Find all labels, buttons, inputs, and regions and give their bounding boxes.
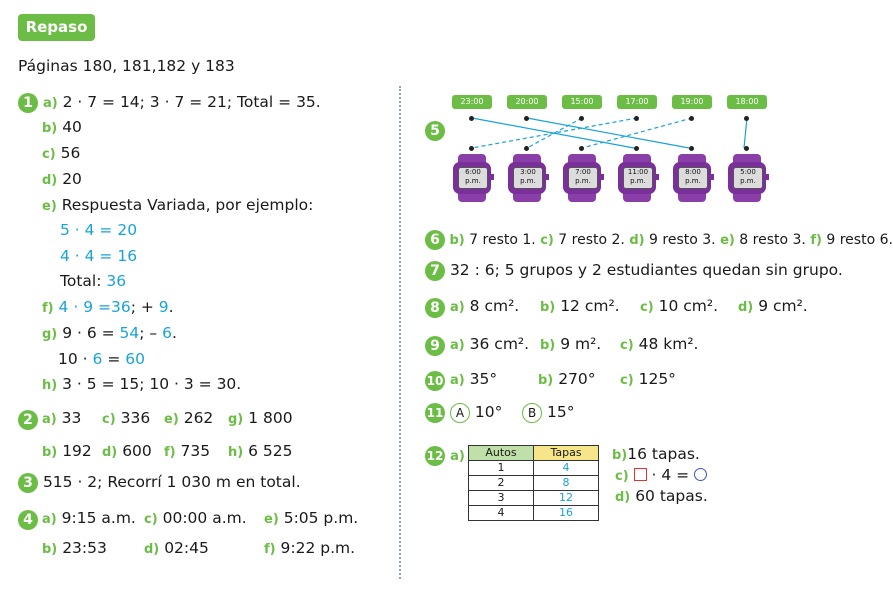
item-letter: e) <box>164 412 179 427</box>
answer-text: 1 800 <box>248 409 293 427</box>
table-row <box>469 461 599 476</box>
match-dot <box>524 116 529 121</box>
item-letter: a) <box>450 449 465 464</box>
item-letter: b) <box>42 542 58 557</box>
answer-blue: 9 <box>158 298 169 316</box>
matching-lines <box>452 112 772 156</box>
watch-time: 3:00 <box>520 168 536 176</box>
watch-time: 11:00 <box>627 168 649 176</box>
exercise-1-h <box>42 375 241 393</box>
item-letter: b) <box>540 338 556 353</box>
time-label: 23:00 <box>452 95 492 109</box>
option-b-circle: B <box>522 403 542 423</box>
answer-text: 40 <box>62 118 82 136</box>
answer-text: 20 <box>62 170 82 188</box>
answer-text: 48 km². <box>638 335 699 353</box>
answer-text: 8 cm². <box>469 297 520 315</box>
item-letter: f) <box>264 542 276 557</box>
answer-text: · 4 = <box>651 466 690 484</box>
exercise-10-number-wrap <box>425 370 445 391</box>
table-cell: 4 <box>534 461 599 476</box>
answer-text: 270° <box>558 370 596 388</box>
match-line <box>582 118 692 148</box>
item-letter: c) <box>620 373 634 388</box>
exercise-1-e-line2: 4 · 4 = 16 <box>60 247 138 265</box>
answer-text: 10 cm². <box>658 297 719 315</box>
item-letter: d) <box>144 542 160 557</box>
item-letter: d) <box>42 173 58 188</box>
table-cell: 1 <box>469 461 534 476</box>
item-letter: c) <box>640 300 654 315</box>
answer-text: 7 resto 1. <box>469 232 536 248</box>
item-letter: g) <box>228 412 244 427</box>
answer-text: 9:15 a.m. <box>61 509 136 527</box>
answer-text: 8 resto 3. <box>739 232 806 248</box>
answer-blue: 60 <box>125 350 145 368</box>
answer-text: = <box>107 350 121 368</box>
answer-text: 9 m². <box>560 335 602 353</box>
answer-text: Respuesta Variada, por ejemplo: <box>61 196 314 214</box>
exercise-3 <box>18 473 301 493</box>
exercise-7 <box>425 261 843 281</box>
match-dot <box>689 116 694 121</box>
answer-text: 12 cm². <box>560 297 620 315</box>
item-letter: e) <box>264 512 279 527</box>
exercise-number: 5 <box>425 121 445 141</box>
answer-blue: 4 · 9 = <box>58 298 111 316</box>
answer-text: 35° <box>469 370 498 388</box>
table-cell: 16 <box>534 506 599 521</box>
item-letter: d) <box>738 300 754 315</box>
exercise-12-d <box>615 487 708 505</box>
item-letter: b) <box>538 373 554 388</box>
exercise-1-a <box>18 93 321 113</box>
item-letter: b) <box>42 445 58 460</box>
exercise-1-c <box>42 144 80 162</box>
column-separator <box>399 86 401 579</box>
item-letter: b) <box>612 448 628 463</box>
exercise-4-number-wrap <box>18 509 38 530</box>
watch-ampm: p.m. <box>740 177 756 185</box>
item-letter: b) <box>540 300 556 315</box>
exercise-12-c <box>615 466 707 484</box>
exercise-8-number-wrap <box>425 297 445 318</box>
option-a-circle: A <box>450 403 470 423</box>
answer-text: 336 <box>120 409 151 427</box>
exercise-12-table-wrap <box>468 445 599 521</box>
answer-blue: 6 <box>162 324 172 342</box>
answer-text: . <box>172 324 177 342</box>
exercise-number: 9 <box>425 336 445 356</box>
exercise-number: 12 <box>425 446 445 466</box>
table-cell: 4 <box>469 506 534 521</box>
item-letter: c) <box>615 469 629 484</box>
item-letter: a) <box>450 300 465 315</box>
match-dot <box>689 146 694 151</box>
exercise-1-g <box>42 324 177 342</box>
table-header: Autos <box>469 446 534 461</box>
match-dot <box>634 146 639 151</box>
watch-ampm: p.m. <box>630 177 646 185</box>
time-label: 15:00 <box>562 95 602 109</box>
item-letter: d) <box>102 445 118 460</box>
exercise-number: 2 <box>18 410 38 430</box>
autos-tapas-table <box>468 445 599 521</box>
answer-text: 9:22 p.m. <box>280 539 356 557</box>
exercise-12-b <box>612 445 700 463</box>
exercise-11 <box>425 403 575 423</box>
item-letter: c) <box>540 233 554 248</box>
item-letter: e) <box>42 199 57 214</box>
answer-text: 23:53 <box>62 539 107 557</box>
match-dot <box>524 146 529 151</box>
match-dot <box>579 146 584 151</box>
answer-text: 15° <box>547 403 575 421</box>
time-label: 19:00 <box>672 95 712 109</box>
item-letter: e) <box>720 233 735 248</box>
total-label: Total: <box>60 272 102 290</box>
answer-text: 9 · 6 = <box>62 324 115 342</box>
watch-time: 6:00 <box>465 168 481 176</box>
match-dot <box>634 116 639 121</box>
watch-icon <box>673 154 711 202</box>
answer-text: 6 525 <box>248 442 293 460</box>
answer-text: 16 tapas. <box>627 445 700 463</box>
exercise-9-number-wrap <box>425 335 445 356</box>
exercise-1-d <box>42 170 82 188</box>
exercise-number: 7 <box>425 261 445 281</box>
item-letter: g) <box>42 327 58 342</box>
answer-text: 5:05 p.m. <box>283 509 359 527</box>
answer-text: 00:00 a.m. <box>162 509 247 527</box>
match-dot <box>744 116 749 121</box>
watch-ampm: p.m. <box>520 177 536 185</box>
item-letter: c) <box>102 412 116 427</box>
answer-text: 735 <box>180 442 211 460</box>
answer-text: 9 cm². <box>758 297 808 315</box>
exercise-1-e-line1: 5 · 4 = 20 <box>60 221 138 239</box>
item-letter: a) <box>450 373 465 388</box>
answer-text: 9 resto 3. <box>649 232 716 248</box>
answer-text: 33 <box>61 409 82 427</box>
exercise-6 <box>425 230 893 250</box>
answer-text: 192 <box>62 442 92 460</box>
item-letter: h) <box>42 378 58 393</box>
answer-text: 10° <box>474 403 503 421</box>
watch-icon <box>563 154 601 202</box>
match-dot <box>469 116 474 121</box>
table-cell: 2 <box>469 476 534 491</box>
time-label: 18:00 <box>727 95 767 109</box>
exercise-number: 3 <box>18 473 38 493</box>
watch-icon <box>618 154 656 202</box>
exercise-1-b <box>42 118 82 136</box>
watch-ampm: p.m. <box>465 177 481 185</box>
watch-icon <box>453 154 491 202</box>
table-cell: 8 <box>534 476 599 491</box>
item-letter: f) <box>810 233 822 248</box>
exercise-1-g-line2 <box>58 350 145 368</box>
answer-text: 7 resto 2. <box>558 232 625 248</box>
item-letter: d) <box>615 490 631 505</box>
match-dot <box>469 146 474 151</box>
table-cell: 12 <box>534 491 599 506</box>
answer-text: 125° <box>638 370 676 388</box>
watch-time: 7:00 <box>575 168 591 176</box>
answer-text: 2 · 7 = 14; 3 · 7 = 21; Total = 35. <box>62 93 321 111</box>
watch-icon <box>508 154 546 202</box>
item-letter: a) <box>42 96 58 111</box>
watch-ampm: p.m. <box>685 177 701 185</box>
watch-icon <box>728 154 766 202</box>
answer-blue: 54 <box>119 324 140 342</box>
answer-text: 3 · 5 = 15; 10 · 3 = 30. <box>62 375 242 393</box>
item-letter: c) <box>42 147 56 162</box>
item-letter: c) <box>620 338 634 353</box>
item-letter: a) <box>42 512 57 527</box>
item-letter: d) <box>629 233 645 248</box>
table-row <box>469 491 599 506</box>
item-letter: h) <box>228 445 244 460</box>
answer-text: 10 · <box>58 350 88 368</box>
item-letter: f) <box>42 301 54 316</box>
exercise-number: 4 <box>18 510 38 530</box>
exercise-1-e <box>42 196 313 214</box>
exercise-2-number-wrap <box>18 409 38 430</box>
match-dot <box>579 116 584 121</box>
answer-text: 56 <box>60 144 81 162</box>
table-row <box>469 506 599 521</box>
exercise-number: 11 <box>425 403 445 423</box>
time-label: 17:00 <box>617 95 657 109</box>
item-letter: b) <box>449 233 465 248</box>
answer-text: 36 cm². <box>469 335 530 353</box>
answer-text: 9 resto 6. <box>826 232 893 248</box>
square-icon <box>634 468 647 481</box>
table-row <box>469 476 599 491</box>
exercise-number: 1 <box>18 93 38 113</box>
answer-text: 32 : 6; 5 grupos y 2 estudiantes quedan sin grupo. <box>449 261 843 279</box>
answer-blue: 6 <box>92 350 103 368</box>
circle-icon <box>694 468 707 481</box>
answer-text: ; – <box>139 324 158 342</box>
answer-text: 600 <box>122 442 152 460</box>
item-letter: c) <box>144 512 158 527</box>
exercise-number: 8 <box>425 298 445 318</box>
answer-text: ; + <box>130 298 154 316</box>
exercise-number: 6 <box>425 230 445 250</box>
pages-reference: Páginas 180, 181,182 y 183 <box>18 57 235 75</box>
item-letter: a) <box>450 338 465 353</box>
watch-time: 5:00 <box>740 168 756 176</box>
total-value: 36 <box>106 272 127 290</box>
exercise-1-e-total <box>60 272 126 290</box>
exercise-1-f <box>42 298 174 316</box>
exercise-5-number-wrap <box>425 120 445 141</box>
answer-text: 60 tapas. <box>635 487 708 505</box>
answer-text: 515 · 2; Recorrí 1 030 m en total. <box>42 473 301 491</box>
repaso-tag: Repaso <box>18 14 95 41</box>
answer-blue: 36 <box>110 298 131 316</box>
time-label: 20:00 <box>507 95 547 109</box>
exercise-12-label <box>425 445 465 466</box>
watch-ampm: p.m. <box>575 177 591 185</box>
table-header-row <box>469 446 599 461</box>
answer-text: . <box>168 298 174 316</box>
item-letter: a) <box>42 412 57 427</box>
answer-text: 02:45 <box>164 539 209 557</box>
exercise-number: 10 <box>425 371 445 391</box>
watch-time: 8:00 <box>685 168 701 176</box>
answer-text: 262 <box>183 409 214 427</box>
match-dot <box>744 146 749 151</box>
item-letter: b) <box>42 121 58 136</box>
item-letter: f) <box>164 445 176 460</box>
match-line <box>744 118 747 148</box>
table-cell: 3 <box>469 491 534 506</box>
table-header: Tapas <box>534 446 599 461</box>
